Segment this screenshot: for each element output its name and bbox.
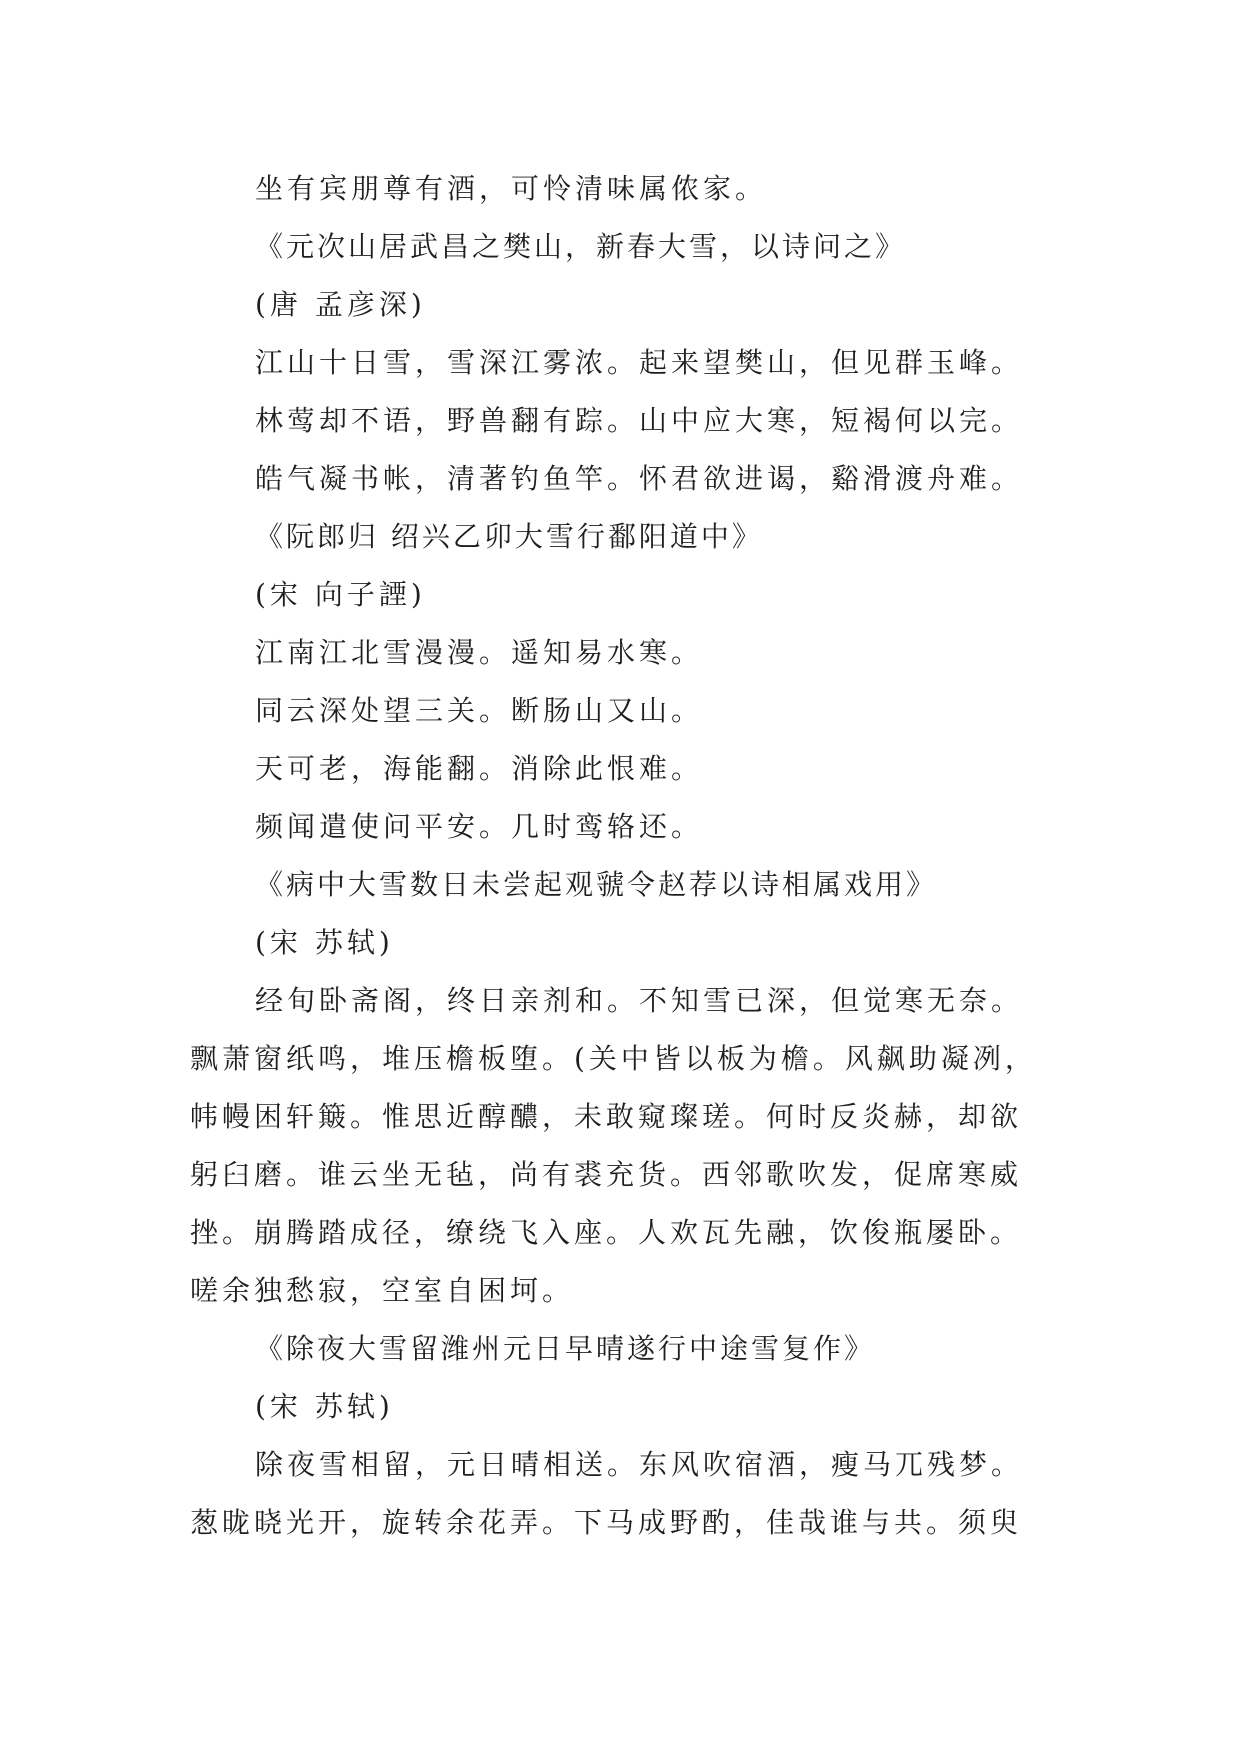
text-line: 葱昽晓光开，旋转余花弄。下马成野酌，佳哉谁与共。须臾 (190, 1506, 1023, 1539)
poem-author: (唐 孟彦深) (255, 288, 426, 321)
text-line: 林莺却不语，野兽翻有踪。山中应大寒，短褐何以完。 (255, 404, 1024, 437)
text-line: 挫。崩腾踏成径，缭绕飞入座。人欢瓦先融，饮俊瓶屡卧。 (190, 1216, 1023, 1249)
text-line: 江南江北雪漫漫。遥知易水寒。 (255, 636, 704, 669)
text-line: 经旬卧斋阁，终日亲剂和。不知雪已深，但觉寒无奈。 (255, 984, 1024, 1017)
poem-author: (宋 向子諲) (255, 578, 426, 611)
text-line: 江山十日雪，雪深江雾浓。起来望樊山，但见群玉峰。 (255, 346, 1024, 379)
poem-title: 《病中大雪数日未尝起观虢令赵荐以诗相属戏用》 (255, 868, 938, 901)
text-line: 坐有宾朋尊有酒，可怜清味属侬家。 (255, 172, 768, 205)
text-line: 皓气凝书帐，清著钓鱼竿。怀君欲进谒，谿滑渡舟难。 (255, 462, 1024, 495)
poem-title: 《除夜大雪留潍州元日早晴遂行中途雪复作》 (255, 1332, 876, 1365)
poem-author: (宋 苏轼) (255, 1390, 394, 1423)
text-line: 躬臼磨。谁云坐无毡，尚有裘充货。西邻歌吹发，促席寒威 (190, 1158, 1023, 1191)
text-line: 同云深处望三关。断肠山又山。 (255, 694, 704, 727)
poem-title: 《元次山居武昌之樊山，新春大雪，以诗问之》 (255, 230, 907, 263)
poem-author: (宋 苏轼) (255, 926, 394, 959)
text-line: 天可老，海能翻。消除此恨难。 (255, 752, 704, 785)
text-line: 飘萧窗纸鸣，堆压檐板堕。(关中皆以板为檐。风飙助凝冽， (190, 1042, 1037, 1075)
text-line: 嗟余独愁寂，空室自困坷。 (190, 1274, 575, 1307)
text-line: 频闻遣使问平安。几时鸾辂还。 (255, 810, 704, 843)
text-line: 帏幔困轩簸。惟思近醇醲，未敢窥璨瑳。何时反炎赫，却欲 (190, 1100, 1023, 1133)
poem-text-block (0, 160, 1241, 1552)
text-line: 除夜雪相留，元日晴相送。东风吹宿酒，瘦马兀残梦。 (255, 1448, 1024, 1481)
poem-title: 《阮郎归 绍兴乙卯大雪行鄱阳道中》 (255, 520, 763, 553)
